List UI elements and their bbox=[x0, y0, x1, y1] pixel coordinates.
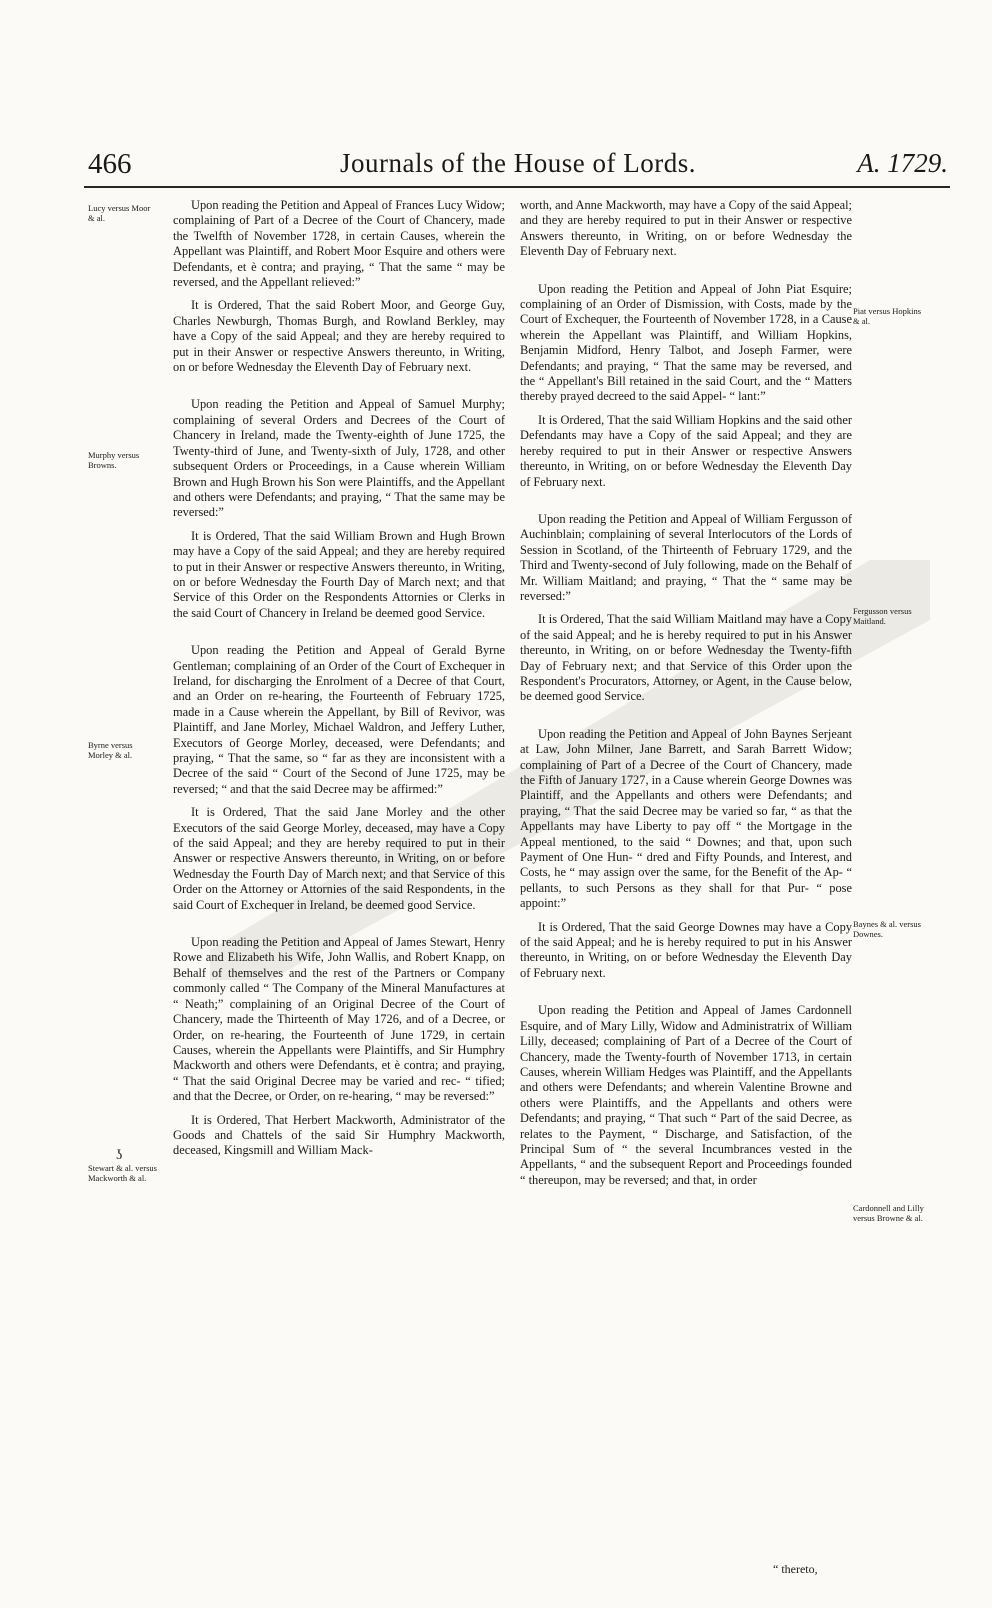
petition-cardonnell: Upon reading the Petition and Appeal of James Cardonnell Esquire, and of Mary Lilly, Widow and Administratrix of William Lilly, deceased; complaining of Part of a Decree of the Court of Chancery, made the Twenty-fourth of November 1713, in certain Causes, wherein William Hedges was Plaintiff, and the Appellants and others were Defendants; and wherein Valentine Browne and others were Plaintiffs, and the Appellants and others were Defendants; and praying, “ That such “ Part of the said Decree, as relates to the Payment, “ Discharge, and Satisfaction, of the Principal Sum of “ the several Incumbrances vested in the Appellants, “ and the subsequent Report and Proceedings founded “ thereupon, may be reversed; and that, in order bbox=[520, 1003, 852, 1187]
left-column bbox=[173, 198, 505, 1167]
petition-murphy: Upon reading the Petition and Appeal of Samuel Murphy; complaining of several Orders and Decrees of the Court of Chancery in Ireland, made the Twenty-eighth of June 1725, the Twenty-third of June, and Twenty-sixth of July, 1728, and other subsequent Orders or Proceedings, in a Cause wherein William Brown and Hugh Brown his Son were Plaintiffs, and the Appellant and others were Defendants; and praying, “ That the same may be reversed:” bbox=[173, 397, 505, 520]
page-number: 466 bbox=[88, 148, 132, 180]
petition-piat: Upon reading the Petition and Appeal of John Piat Esquire; complaining of an Order of Dismission, with Costs, made by the Court of Exchequer, the Fourteenth of November 1728, in a Cause wherein the Appellant was Plaintiff, and William Hopkins, Benjamin Midford, Henry Talbot, and Joseph Farmer, were Defendants; and praying, “ That the same may be reversed, and the “ Appellant's Bill retained in the said Court, and the “ Matters thereby prayed decreed to the said Appel- “ lant:” bbox=[520, 281, 852, 404]
order-baynes: It is Ordered, That the said George Downes may have a Copy of the said Appeal; and he is hereby required to put in his Answer thereunto, in Writing, on or before Wednesday the Eleventh Day of February next. bbox=[520, 919, 852, 980]
petition-lucy: Upon reading the Petition and Appeal of Frances Lucy Widow; complaining of Part of a Decree of the Court of Chancery, made the Twelfth of November 1728, in certain Causes, wherein the Appellant was Plaintiff, and Robert Moor Esquire and others were Defendants, et è contra; and praying, “ That the same “ may be reversed, and the Appellant relieved:” bbox=[173, 198, 505, 290]
order-lucy: It is Ordered, That the said Robert Moor, and George Guy, Charles Newburgh, Thomas Burgh, and Rowland Berkley, may have a Copy of the said Appeal; and they are hereby required to put in their Answer or respective Answers thereunto, in Writing, on or before Wednesday the Eleventh Day of February next. bbox=[173, 298, 505, 375]
page-header bbox=[88, 140, 948, 188]
margin-note-byrne: Byrne versus Morley & al. bbox=[88, 740, 133, 760]
margin-note-baynes: Baynes & al. versus Downes. bbox=[853, 919, 921, 939]
margin-note-lucy: Lucy versus Moor & al. bbox=[88, 203, 151, 223]
marginal-mark: ʖ bbox=[116, 1148, 123, 1163]
order-byrne: It is Ordered, That the said Jane Morley and the other Executors of the said George Morley, deceased, may have a Copy of the said Appeal; and they are hereby required to put in their Answer or respective Answers thereunto, in Writing, on or before Wednesday the Fourth Day of March next; and that Service of this Order on the Attorney or Attornies of the said Respondents, in the said Court of Exchequer in Ireland, be deemed good Service. bbox=[173, 805, 505, 912]
order-murphy: It is Ordered, That the said William Brown and Hugh Brown may have a Copy of the said Appeal; and they are hereby required to put in their Answer or respective Answers thereunto, in Writing, on or before Wednesday the Fourth Day of March next; and that Service of this Order on the Respondents Attornies or Clerks in the said Court of Chancery in Ireland be deemed good Service. bbox=[173, 528, 505, 620]
order-piat: It is Ordered, That the said William Hopkins and the said other Defendants may have a Copy of the said Appeal; and they are hereby required to put in their Answer or respective Answers thereunto, in Writing, on or before Wednesday the Eleventh Day of February next. bbox=[520, 412, 852, 489]
order-stewart: It is Ordered, That Herbert Mackworth, Administrator of the Goods and Chattels of the said Sir Humphry Mackworth, deceased, Kingsmill and William Mack- bbox=[173, 1112, 505, 1158]
page-year: A. 1729. bbox=[857, 148, 948, 178]
margin-note-murphy: Murphy versus Browns. bbox=[88, 450, 140, 470]
catchword: “ thereto, bbox=[773, 1562, 818, 1576]
header-rule bbox=[84, 186, 950, 188]
margin-note-cardonnell: Cardonnell and Lilly versus Browne & al. bbox=[853, 1203, 924, 1223]
petition-baynes: Upon reading the Petition and Appeal of John Baynes Serjeant at Law, John Milner, Jane Barrett, and Sarah Barrett Widow; complaining of Part of a Decree of the Court of Chancery, made the Fifth of January 1727, in a Cause wherein George Downes was Plaintiff, and the Appellants and others were Defendants; and praying, “ That the said Decree may be varied so far, “ as that the Appellants may have Liberty to pay off “ the Mortgage in the Appeal mentioned, to the said “ Downes; and that, upon such Payment of One Hun- “ dred and Fifty Pounds, and Interest, and Costs, he “ may assign over the same, for the Benefit of the Ap- “ pellants, to such Persons as they shall for that Pur- “ pose appoint:” bbox=[520, 726, 852, 911]
running-title: Journals of the House of Lords. bbox=[340, 148, 696, 178]
petition-stewart: Upon reading the Petition and Appeal of James Stewart, Henry Rowe and Elizabeth his Wife, John Wallis, and Robert Knapp, on Behalf of themselves and the rest of the Partners or Company commonly called “ The Company of the Mineral Manufactures at “ Neath;” complaining of an Original Decree of the Court of Chancery, made the Thirteenth of May 1726, and of a Decree, or Order, on re-hearing, the Fourteenth of June 1729, in certain Causes, wherein the Appellants were Plaintiffs, and Sir Humphry Mackworth and others were Defendants, et è contra; and praying, “ That the said Original Decree may be varied and rec- “ tified; and that the Decree, or Order, on re-hearing, “ may be reversed:” bbox=[173, 935, 505, 1104]
right-column bbox=[520, 198, 852, 1196]
margin-note-piat: Piat versus Hopkins & al. bbox=[853, 306, 921, 326]
margin-note-fergusson: Fergusson versus Maitland. bbox=[853, 606, 912, 626]
petition-fergusson: Upon reading the Petition and Appeal of William Fergusson of Auchinblain; complaining of several Interlocutors of the Lords of Session in Scotland, of the Thirteenth of February 1729, and the Third and Twenty-second of July following, made on the Behalf of Mr. William Maitland; and praying, “ That the “ same may be reversed:” bbox=[520, 511, 852, 603]
order-stewart-continued: worth, and Anne Mackworth, may have a Copy of the said Appeal; and they are hereby required to put in their Answer or respective Answers thereunto, in Writing, on or before Wednesday the Eleventh Day of February next. bbox=[520, 198, 852, 259]
order-fergusson: It is Ordered, That the said William Maitland may have a Copy of the said Appeal; and he is hereby required to put in his Answer thereunto, in Writing, on or before Wednesday the Twenty-fifth Day of February next; and that Service of this Order upon the Respondent's Procurators, Attorney, or Agent, in the Cause below, be deemed good Service. bbox=[520, 612, 852, 704]
petition-byrne: Upon reading the Petition and Appeal of Gerald Byrne Gentleman; complaining of an Order of the Court of Exchequer in Ireland, for discharging the Enrolment of a Decree of that Court, and an Order on re-hearing, the Fourteenth of February 1725, made in a Cause wherein the Appellant, by Bill of Revivor, was Plaintiff, and Jane Morley, Michael Waldron, and Jeffery Luther, Executors of George Morley, deceased, were Defendants; and praying, “ That the same, so “ far as they are inconsistent with a Decree of the said “ Court of the Second of June 1725, may be reversed; “ and that the said Decree may be affirmed:” bbox=[173, 643, 505, 796]
margin-note-stewart: Stewart & al. versus Mackworth & al. bbox=[88, 1163, 157, 1183]
